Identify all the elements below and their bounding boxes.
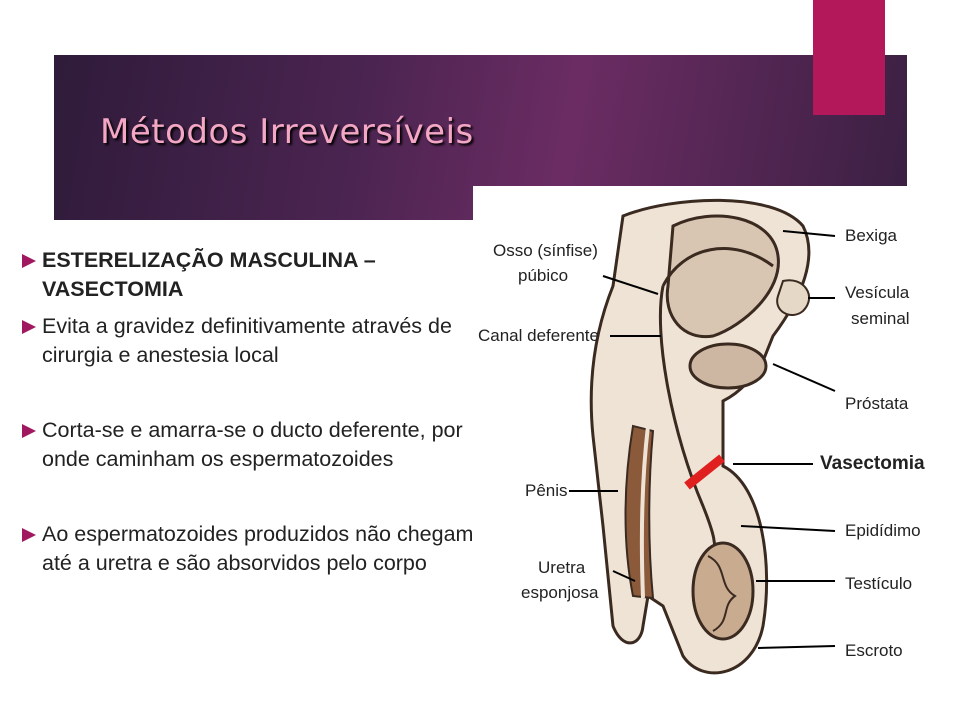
bullet-text: Ao espermatozoides produzidos não chegam até a uretra e são absorvidos pelo corpo: [42, 522, 474, 575]
bullet-list: [20, 246, 480, 586]
bullet-text: ESTERELIZAÇÃO MASCULINA – VASECTOMIA: [42, 248, 376, 301]
bullet-item: [20, 416, 480, 474]
anatomy-illustration: [473, 186, 960, 720]
label-vasectomia: Vasectomia: [820, 453, 925, 474]
bullet-arrow-icon: [22, 254, 36, 268]
label-uretra-line2: esponjosa: [521, 583, 599, 602]
anatomy-diagram: [473, 186, 960, 720]
seminal-vesicle-shape: [777, 280, 809, 315]
testis-shape: [693, 543, 753, 639]
label-uretra-line1: Uretra: [538, 558, 586, 577]
accent-block: [813, 0, 885, 115]
bullet-arrow-icon: [22, 528, 36, 542]
slide-title: Métodos Irreversíveis: [100, 112, 474, 152]
label-osso-line1: Osso (sínfise): [493, 241, 598, 260]
label-canal-deferente: Canal deferente: [478, 326, 599, 345]
label-testiculo: Testículo: [845, 574, 913, 593]
penis-shape: [626, 426, 654, 598]
label-prostata: Próstata: [845, 394, 909, 413]
bullet-item: [20, 246, 480, 304]
bullet-item: [20, 520, 480, 578]
bullet-text: Corta-se e amarra-se o ducto deferente, por onde caminham os espermatozoides: [42, 418, 463, 471]
label-vesicula-line2: seminal: [851, 309, 910, 328]
bullet-arrow-icon: [22, 320, 36, 334]
label-bexiga: Bexiga: [845, 226, 897, 245]
label-penis: Pênis: [525, 481, 568, 500]
prostate-shape: [690, 344, 766, 388]
label-escroto: Escroto: [845, 641, 903, 660]
label-epididimo: Epidídimo: [845, 521, 921, 540]
bullet-item: [20, 312, 480, 370]
label-osso-line2: púbico: [518, 266, 569, 285]
label-vesicula-line1: Vesícula: [845, 283, 910, 302]
bullet-arrow-icon: [22, 424, 36, 438]
bullet-text: Evita a gravidez definitivamente através de cirurgia e anestesia local: [42, 314, 452, 367]
